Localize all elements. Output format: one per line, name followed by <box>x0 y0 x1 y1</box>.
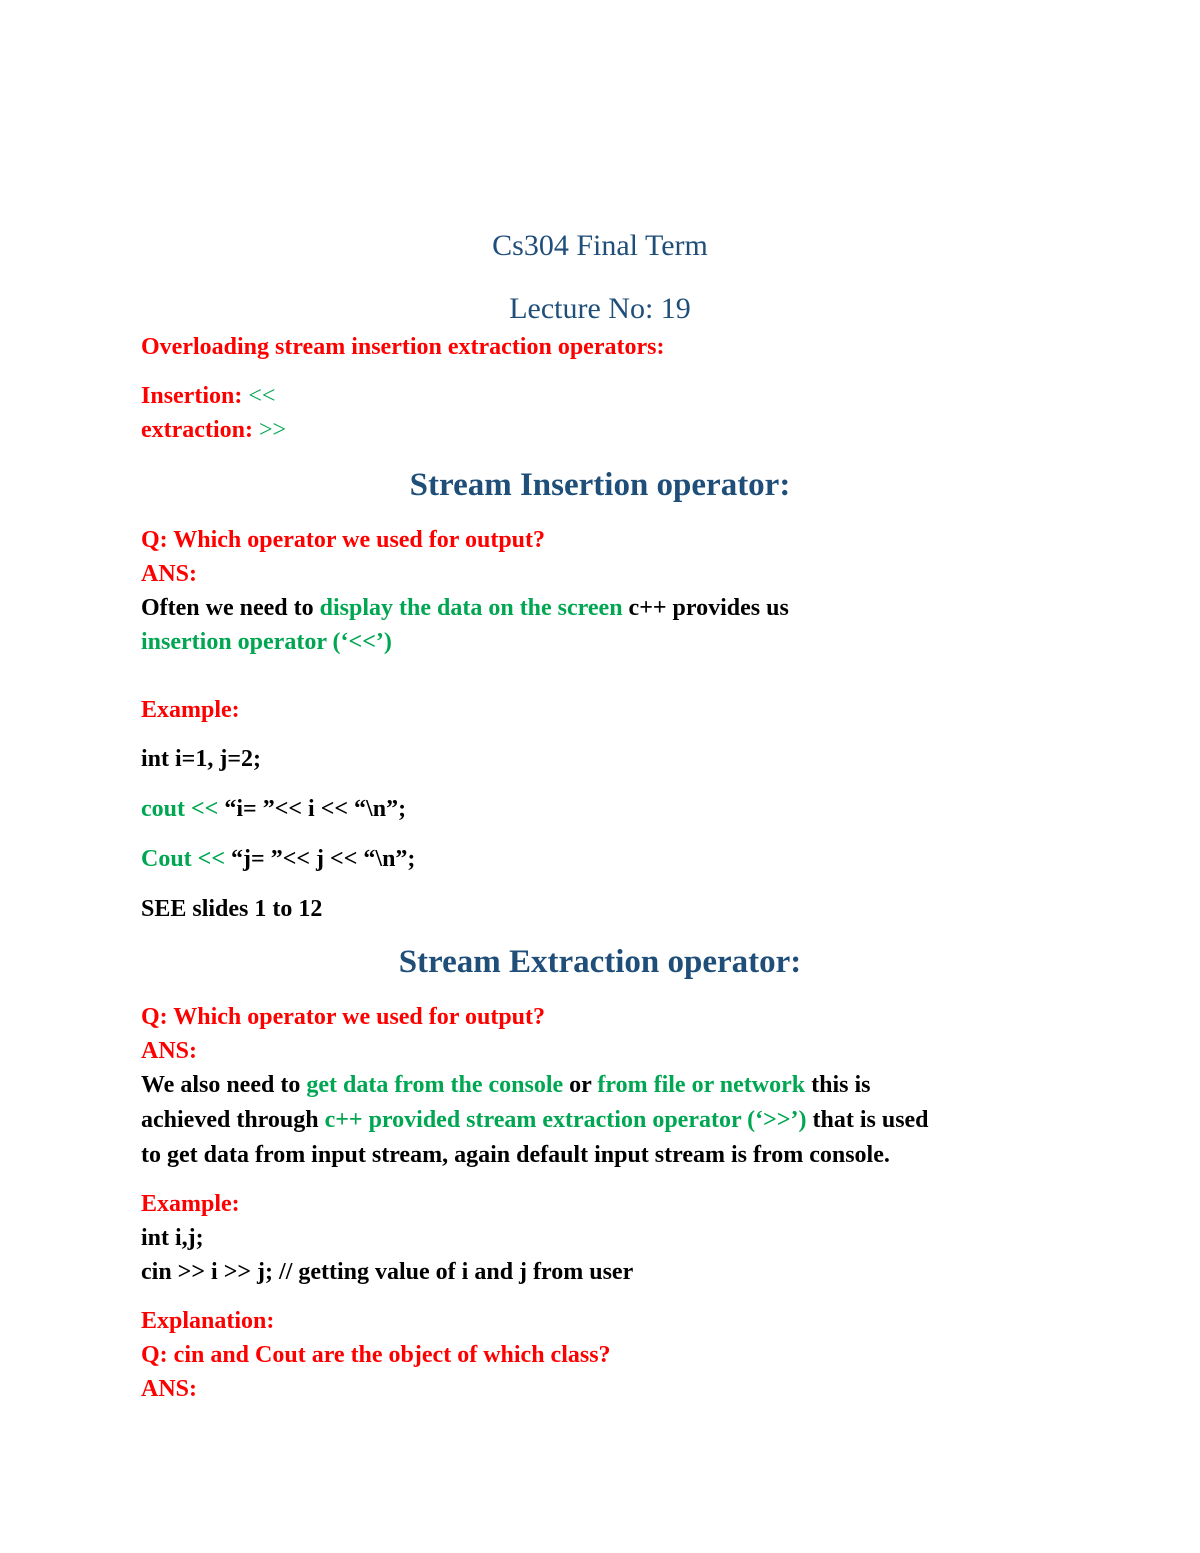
insertion-ans-label: ANS: <box>141 561 198 587</box>
answer-highlight: display the data on the screen <box>319 595 623 621</box>
insertion-line <box>141 381 275 411</box>
code-keyword: cout << <box>141 796 225 822</box>
code-text: “j= ”<< j << “\n”; <box>231 846 416 872</box>
insertion-code-line-3 <box>141 844 415 874</box>
insertion-question: Q: Which operator we used for output? <box>141 527 546 553</box>
answer-text: this is <box>805 1072 871 1098</box>
class-ans-label: ANS: <box>141 1376 198 1402</box>
insertion-label: Insertion: <box>141 383 249 409</box>
document-title: Cs304 Final Term <box>492 229 708 262</box>
answer-text: that is used <box>806 1107 929 1133</box>
insertion-symbol: << <box>248 383 276 409</box>
class-question: Q: cin and Cout are the object of which class? <box>141 1342 611 1368</box>
insertion-example-label: Example: <box>141 697 240 723</box>
insertion-answer-line-1 <box>141 593 789 623</box>
extraction-code-line-1: int i,j; <box>141 1225 204 1251</box>
extraction-line <box>141 415 286 445</box>
answer-highlight: c++ provided stream extraction operator (‘>>’) <box>324 1107 807 1133</box>
extraction-ans-label: ANS: <box>141 1038 198 1064</box>
answer-highlight: from file or network <box>597 1072 806 1098</box>
answer-text: We also need to <box>141 1072 307 1098</box>
lecture-number: Lecture No: 19 <box>509 292 691 325</box>
code-text: “i= ”<< i << “\n”; <box>224 796 407 822</box>
section-heading-extraction: Stream Extraction operator: <box>398 944 802 980</box>
section-heading-insertion: Stream Insertion operator: <box>409 467 791 503</box>
insertion-code-line-1: int i=1, j=2; <box>141 746 262 772</box>
extraction-code-line-2: cin >> i >> j; // getting value of i and j from user <box>141 1259 634 1285</box>
extraction-label: extraction: <box>141 417 259 443</box>
extraction-answer-line-1 <box>141 1070 870 1100</box>
topic-heading: Overloading stream insertion extraction operators: <box>141 334 665 360</box>
extraction-answer-line-3: to get data from input stream, again default input stream is from console. <box>141 1142 890 1168</box>
insertion-answer-line-2: insertion operator (‘<<’) <box>141 629 392 655</box>
answer-text: c++ provides us <box>622 595 789 621</box>
explanation-label: Explanation: <box>141 1308 275 1334</box>
answer-highlight: get data from the console <box>306 1072 564 1098</box>
extraction-symbol: >> <box>258 417 287 443</box>
code-keyword: Cout << <box>141 846 232 872</box>
extraction-answer-line-2 <box>141 1105 929 1135</box>
answer-text: achieved through <box>141 1107 325 1133</box>
answer-text: or <box>563 1072 598 1098</box>
answer-text: Often we need to <box>141 595 320 621</box>
see-slides-note: SEE slides 1 to 12 <box>141 896 323 922</box>
insertion-code-line-2 <box>141 794 406 824</box>
extraction-question: Q: Which operator we used for output? <box>141 1004 546 1030</box>
extraction-example-label: Example: <box>141 1191 240 1217</box>
